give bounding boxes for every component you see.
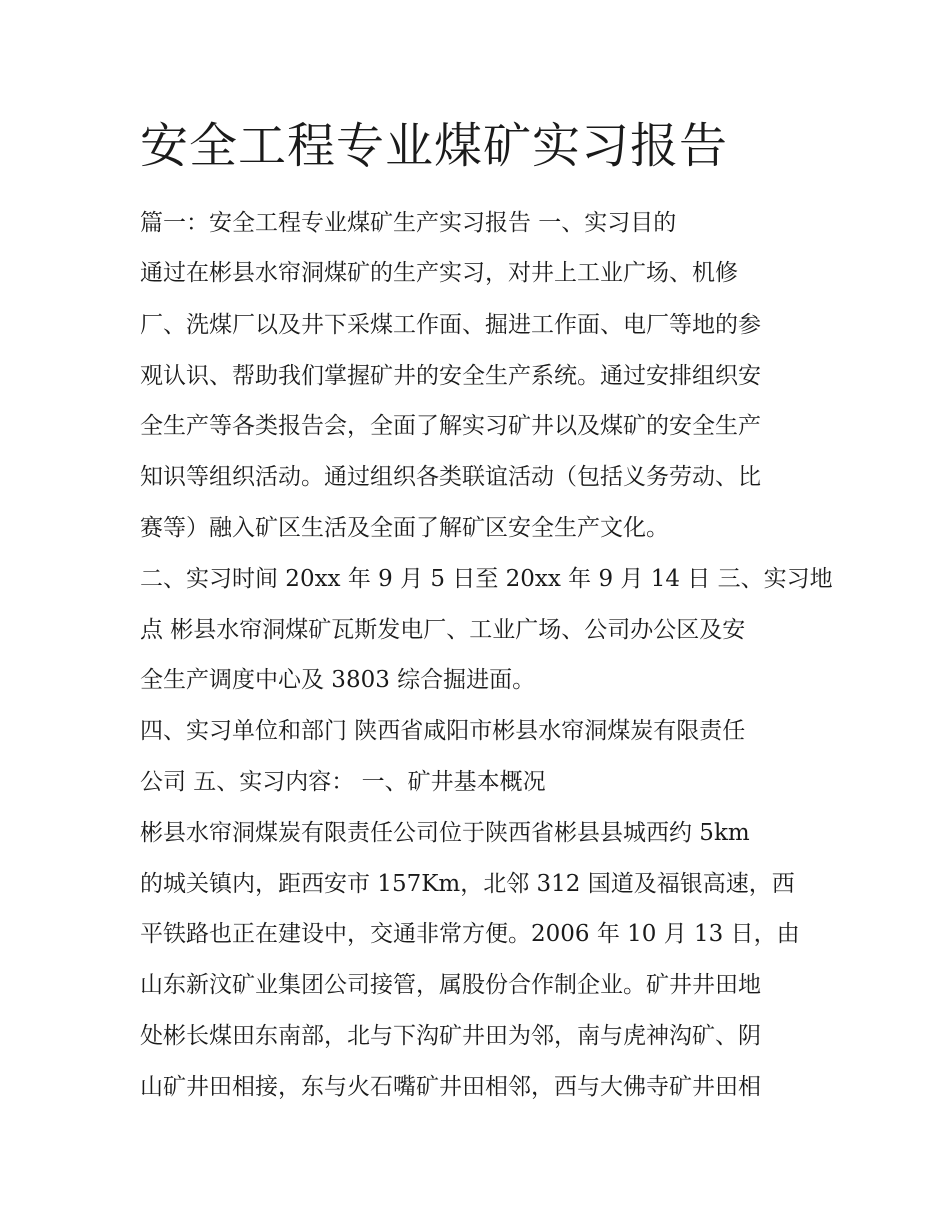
text-line: 篇一：安全工程专业煤矿生产实习报告 一、实习目的: [140, 210, 677, 236]
text-line: 彬县水帘洞煤炭有限责任公司位于陕西省彬县县城西约 5km: [140, 820, 750, 846]
text-line: 知识等组织活动。通过组织各类联谊活动（包括义务劳动、比: [140, 464, 761, 490]
text-line: 的城关镇内，距西安市 157Km，北邻 312 国道及福银高速，西: [140, 871, 795, 897]
text-line: 全生产调度中心及 3803 综合掘进面。: [140, 667, 536, 693]
text-line: 处彬长煤田东南部，北与下沟矿井田为邻，南与虎神沟矿、阴: [140, 1023, 761, 1049]
text-line: 山东新汶矿业集团公司接管，属股份合作制企业。矿井井田地: [140, 972, 761, 998]
text-line: 二、实习时间 20xx 年 9 月 5 日至 20xx 年 9 月 14 日 三、实习地: [140, 566, 833, 592]
text-line: 厂、洗煤厂以及井下采煤工作面、掘进工作面、电厂等地的参: [140, 312, 761, 338]
text-line: 平铁路也正在建设中，交通非常方便。2006 年 10 月 13 日，由: [140, 921, 800, 947]
document-title: 安全工程专业煤矿实习报告: [140, 118, 729, 174]
text-line: 公司 五、实习内容： 一、矿井基本概况: [140, 769, 546, 795]
text-line: 山矿井田相接，东与火石嘴矿井田相邻，西与大佛寺矿井田相: [140, 1074, 761, 1100]
text-line: 点 彬县水帘洞煤矿瓦斯发电厂、工业广场、公司办公区及安: [140, 617, 746, 643]
text-line: 通过在彬县水帘洞煤矿的生产实习，对井上工业广场、机修: [140, 260, 738, 286]
text-line: 观认识、帮助我们掌握矿井的安全生产系统。通过安排组织安: [140, 363, 761, 389]
text-line: 全生产等各类报告会，全面了解实习矿井以及煤矿的安全生产: [140, 413, 761, 439]
text-line: 四、实习单位和部门 陕西省咸阳市彬县水帘洞煤炭有限责任: [140, 718, 746, 744]
text-line: 赛等）融入矿区生活及全面了解矿区安全生产文化。: [140, 515, 669, 541]
